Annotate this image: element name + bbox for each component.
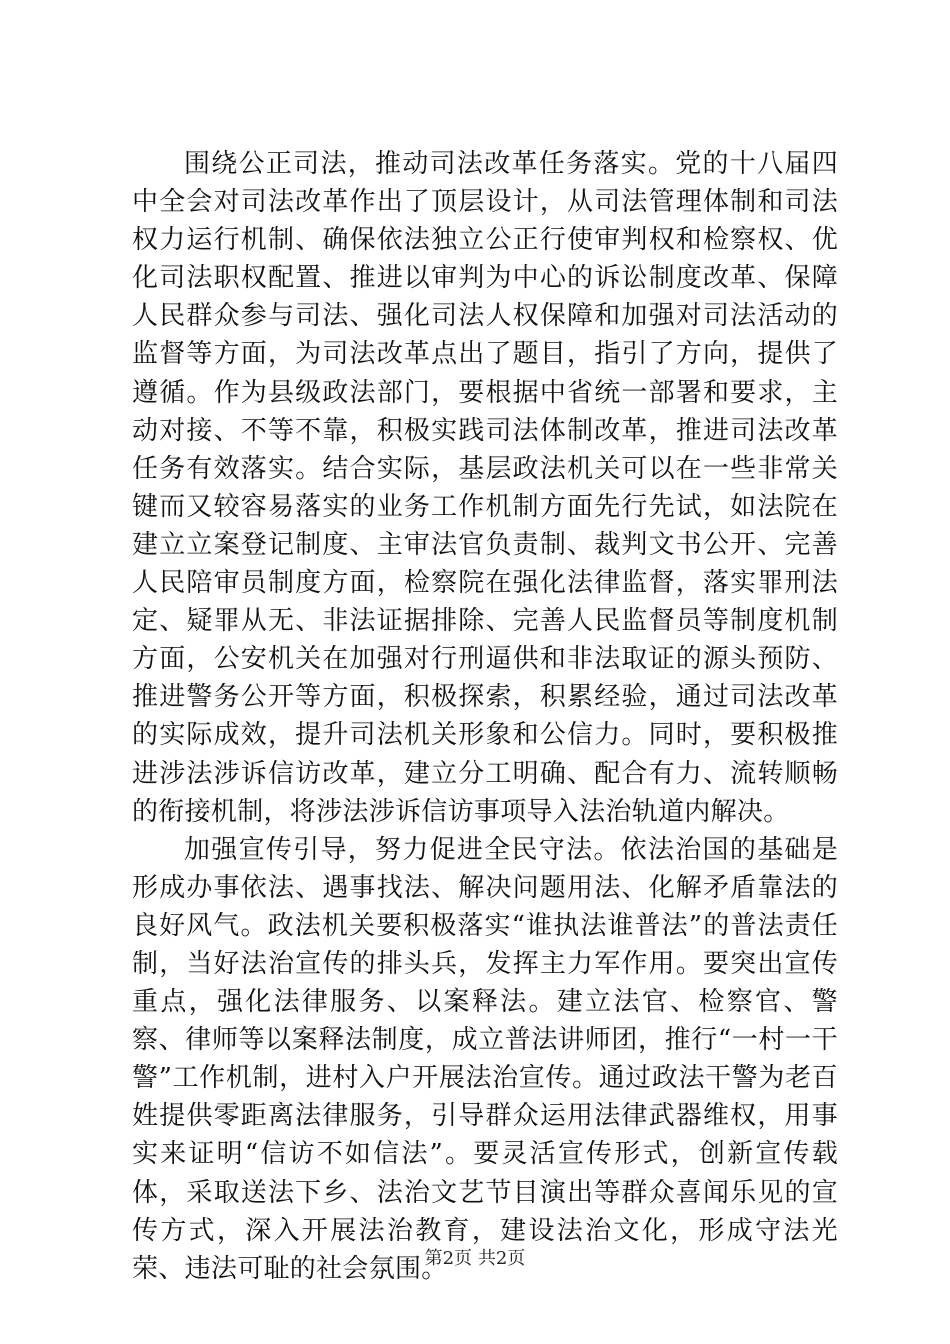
paragraph-legal-publicity: 加强宣传引导，努力促进全民守法。依法治国的基础是形成办事依法、遇事找法、解决问题用法、化解矛盾靠法的良好风气。政法机关要积极落实“谁执法谁普法”的普法责任制，当好法治宣传的排头兵，发挥主力军作用。要突出宣传重点，强化法律服务、以案释法。建立法官、检察官、警察、律师等以案释法制度，成立普法讲师团，推行“一村一干警”工作机制，进村入户开展法治宣传。通过政法干警为老百姓提供零距离法律服务，引导群众运用法律武器维权，用事实来证明“信访不如信法”。要灵活宣传形式，创新宣传载体，采取送法下乡、法治文艺节目演出等群众喜闻乐见的宣传方式，深入开展法治教育，建设法治文化，形成守法光荣、违法可耻的社会氛围。 xyxy=(132,834,838,1284)
paragraph-judicial-reform: 围绕公正司法，推动司法改革任务落实。党的十八届四中全会对司法改革作出了顶层设计，从司法管理体制和司法权力运行机制、确保依法独立公正行使审判权和检察权、优化司法职权配置、推进以审判为中心的诉讼制度改革、保障人民群众参与司法、强化司法人权保障和加强对司法活动的监督等方面，为司法改革点出了题目，指引了方向，提供了遵循。作为县级政法部门，要根据中省统一部署和要求，主动对接、不等不靠，积极实践司法体制改革，推进司法改革任务有效落实。结合实际，基层政法机关可以在一些非常关键而又较容易落实的业务工作机制方面先行先试，如法院在建立立案登记制度、主审法官负责制、裁判文书公开、完善人民陪审员制度方面，检察院在强化法律监督，落实罪刑法定、疑罪从无、非法证据排除、完善人民监督员等制度机制方面，公安机关在加强对行刑逼供和非法取证的源头预防、推进警务公开等方面，积极探索，积累经验，通过司法改革的实际成效，提升司法机关形象和公信力。同时，要积极推进涉法涉诉信访改革，建立分工明确、配合有力、流转顺畅的衔接机制，将涉法涉诉信访事项导入法治轨道内解决。 xyxy=(132,149,838,827)
document-body xyxy=(132,145,838,1288)
page-footer: 第2页 共2页 xyxy=(424,1248,526,1269)
